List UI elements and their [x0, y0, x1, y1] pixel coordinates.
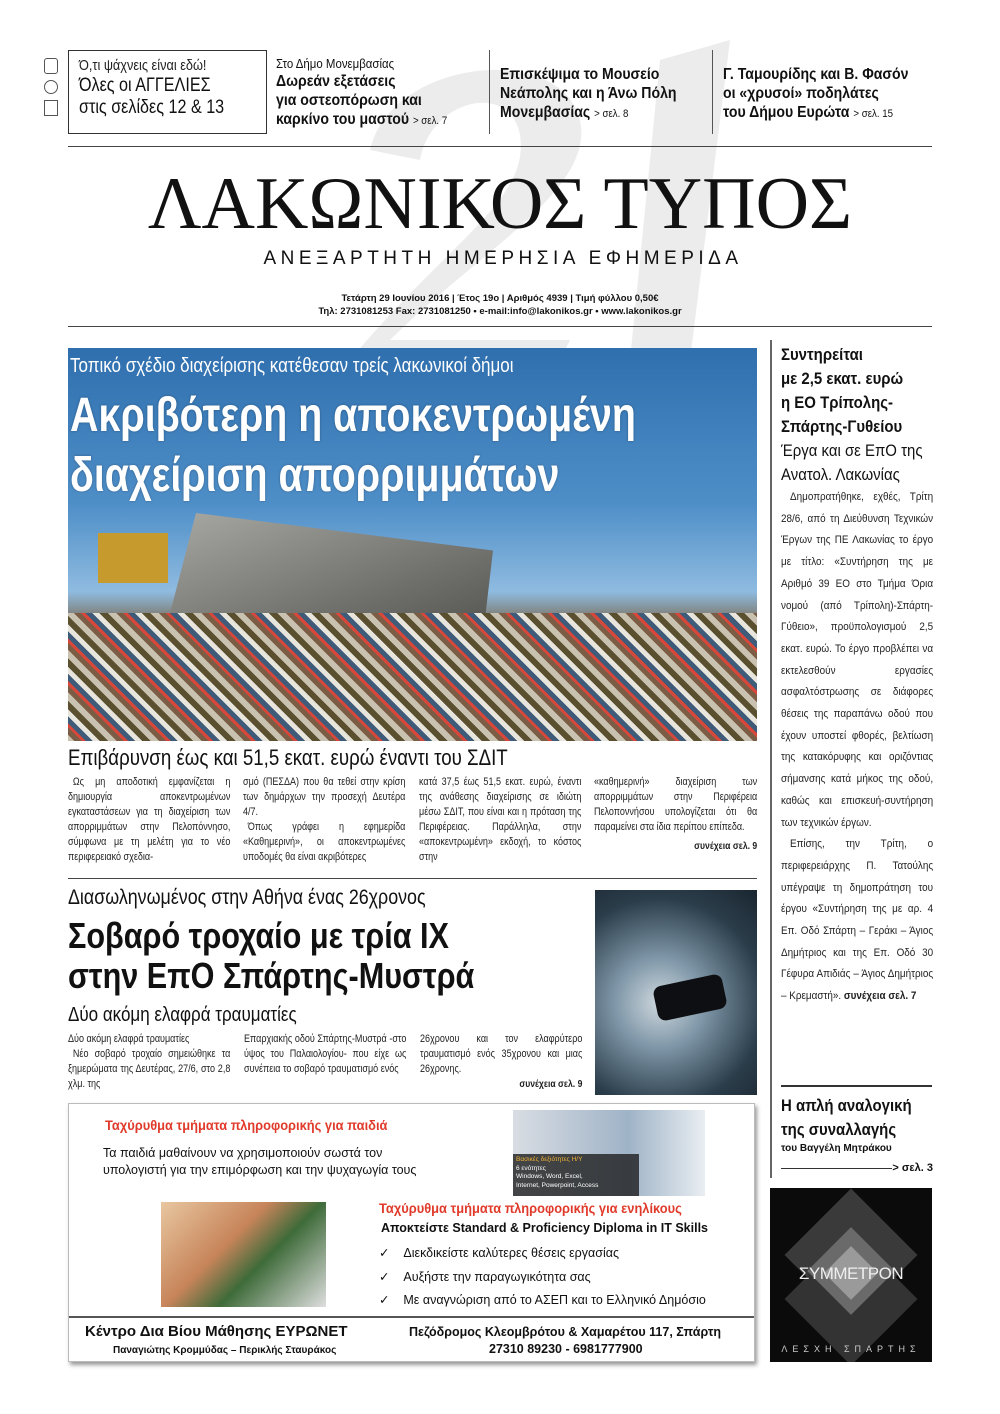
headline-line: διαχείριση απορριμμάτων	[70, 449, 560, 502]
second-deck: Δύο ακόμη ελαφρά τραυματίες	[68, 1004, 297, 1026]
teaser-line: Δωρεάν εξετάσεις	[276, 73, 396, 90]
caption-sub: 6 ενότητες	[516, 1164, 546, 1172]
ad-bullet	[379, 1289, 706, 1313]
ad-adult-subtitle: Αποκτείστε Standard & Proficiency Diploma in IT Skills	[381, 1221, 708, 1235]
sidebar-body	[781, 487, 933, 1008]
ad-adult-title: Ταχύρυθμα τμήματα πληροφορικής για ενηλίκους	[379, 1200, 682, 1216]
page-ref: > σελ. 3	[892, 1162, 933, 1174]
second-column-1	[68, 1032, 230, 1092]
sidebar-continued-link[interactable]: συνέχεια σελ. 7	[843, 990, 917, 1003]
bullet-text: Με αναγνώριση από το ΑΣΕΠ και το Ελληνικό Δημόσιο	[403, 1293, 706, 1307]
deck-line: Έργα και σε ΕπΟ της	[781, 441, 923, 460]
divider	[69, 1316, 754, 1318]
kids-laptop-photo	[161, 1202, 326, 1307]
divider	[68, 146, 932, 147]
teaser-line: Μονεμβασίας	[500, 104, 591, 121]
lead-deck: Επιβάρυνση έως και 51,5 εκατ. ευρώ έναντι του ΣΔΙΤ	[68, 745, 508, 770]
headline-line: Η απλή αναλογική	[781, 1096, 912, 1115]
ad-bullet	[379, 1266, 706, 1290]
second-continued-link[interactable]: συνέχεια σελ. 9	[519, 1078, 583, 1090]
bullet-text: Διεκδικείστε καλύτερες θέσεις εργασίας	[403, 1246, 620, 1260]
paragraph: Ως μη αποδοτική εμφανίζεται η δημιουργία αποκεντρωμένων εγκαταστάσεων για τη διαχείριση των απορριμμάτων στην Πελοπόννησο, σύμφωνα με τη μελέτη για το νέο περιφερειακό σχεδια-	[68, 776, 231, 863]
headline-line: Ακριβότερη η αποκεντρωμένη	[70, 389, 636, 442]
teaser-monemvasia-exams[interactable]	[276, 56, 447, 131]
classifieds-line: Ό,τι ψάχνεις είναι εδώ!	[79, 57, 207, 74]
paragraph: σμό (ΠΕΣΔΑ) που θα τεθεί στην κρίση των δημάρχων την προσεχή Δευτέρα 4/7.	[243, 776, 406, 818]
paragraph: 26χρονου και τον ελαφρύτερο τραυματισμό ενός 35χρονου και μιας 26χρονης.	[420, 1033, 583, 1075]
classifieds-line: Όλες οι ΑΓΓΕΛΙΕΣ	[79, 75, 211, 96]
symmetron-logo-text: ΣΥΜΜΕΤΡΟΝ	[798, 1264, 904, 1283]
divider	[781, 1085, 932, 1087]
opinion-author: του Βαγγέλη Μητράκου	[781, 1143, 892, 1154]
rear-view-mirror	[652, 973, 728, 1022]
headline-line: στην ΕπΟ Σπάρτης-Μυστρά	[68, 955, 475, 996]
publisher-icons	[44, 58, 64, 134]
sidebar-headline[interactable]	[781, 343, 915, 439]
symmetron-tagline: ΛΕΣΧΗ ΣΠΑΡΤΗΣ	[781, 1344, 921, 1354]
paragraph: Δημοπρατήθηκε, εχθές, Τρίτη 28/6, από τη Διεύθυνση Τεχνικών Έργων της ΠΕ Λακωνίας το έργο με τίτλο: «Συντήρηση της με Αριθμό 39 ΕΟ στο Τμήμα Όρια νομού (από Τρίπολη)-Σπάρτη-Γύθειο», προϋπολογισμού 2,5 εκατ. ευρώ. Το έργο προβλέπει να εκτελεσθούν εργασίες ασφαλτόστρωσης σε διάφορες θέσεις της παραπάνω οδού που έχουν υποστεί φθορές, βελτίωση της κατακόρυφης και οριζόντιας σήμανσης κατά μήκος της οδού, καθώς και επισκευή-συντήρηση των τεχνικών έργων.	[781, 491, 934, 829]
caption-line: Internet, Powerpoint, Access	[516, 1181, 599, 1189]
headline-line: με 2,5 εκατ. ευρώ	[781, 369, 904, 388]
paragraph: Όπως γράφει η εφημερίδα «Καθημερινή», οι αποκεντρωμένες υποδομές θα είναι ακριβότερες	[243, 821, 406, 863]
teaser-line: Γ. Ταμουρίδης και Β. Φασόν	[723, 66, 909, 83]
second-column-2	[244, 1032, 406, 1077]
teaser-line: Επισκέψιμα το Μουσείο	[500, 66, 660, 83]
teaser-line: οι «χρυσοί» ποδηλάτες	[723, 85, 879, 102]
divider	[68, 878, 757, 879]
lead-story-photo[interactable]	[68, 348, 757, 741]
ad-bullet	[379, 1242, 706, 1266]
contact-line: Τηλ: 2731081253 Fax: 2731081250 • e-mail:info@lakonikos.gr • www.lakonikos.gr	[318, 306, 682, 317]
classifieds-line: στις σελίδες 12 & 13	[79, 97, 225, 118]
paragraph: κατά 37,5 έως 51,5 εκατ. ευρώ, έναντι της ανάθεσης διαχείρισης σε ιδιώτη μέσω ΣΔΙΤ, που είναι και η πρόταση της Περιφέρειας. Παράλληλα, στην «αποκεντρωμένη» εκδοχή, το κόστος στην	[419, 776, 582, 863]
checkmark-icon: ✓	[379, 1269, 390, 1284]
masthead-subtitle: ΑΝΕΞΑΡΤΗΤΗ ΗΜΕΡΗΣΙΑ ΕΦΗΜΕΡΙΔΑ	[263, 248, 743, 269]
page-ref: > σελ. 8	[594, 108, 629, 120]
lead-kicker: Τοπικό σχέδιο διαχείρισης κατέθεσαν τρείς λακωνικοί δήμοι	[70, 355, 514, 377]
lead-column-3	[419, 775, 581, 865]
teaser-cyclists[interactable]	[723, 65, 908, 124]
euronet-advertisement[interactable]	[68, 1103, 755, 1362]
lead-column-4	[594, 775, 757, 854]
divider	[712, 50, 713, 134]
page-ref: > σελ. 7	[412, 115, 448, 127]
paragraph: «καθημερινή» διαχείριση των απορριμμάτων στην Περιφέρεια Πελοποννήσου υπολογίζεται ότι θα παραμείνει στα ίδια περίπου επίπεδα.	[594, 776, 758, 833]
ad-kids-title: Ταχύρυθμα τμήματα πληροφορικής για παιδιά	[105, 1117, 388, 1133]
second-kicker: Διασωληνωμένος στην Αθήνα ένας 26χρονος	[68, 886, 426, 909]
ad-org-name: Κέντρο Δια Βίου Μάθησης ΕΥΡΩΝΕΤ	[85, 1323, 348, 1340]
divider	[489, 50, 490, 134]
lead-column-1	[68, 775, 230, 865]
paragraph: Επίσης, την Τρίτη, ο περιφερειάρχης Π. Τατούλης υπέγραψε τη δημοπράτηση του έργου «Συντήρηση της με αρ. 4 Επ. Οδό Σπάρτη – Γεράκι – Άγιος Δημήτριος και της Επ. Οδό 30 Γέφυρα Απιδιάς – Άγιος Δημήτριος – Κρεμαστή».	[781, 838, 934, 1003]
lead-continued-link[interactable]: συνέχεια σελ. 9	[694, 840, 758, 852]
ad-text-line: Τα παιδιά μαθαίνουν να χρησιμοποιούν σωστά τον	[103, 1146, 383, 1160]
teaser-neapoli-museum[interactable]	[500, 65, 676, 124]
second-column-3	[420, 1032, 582, 1092]
headline-line: η ΕΟ Τρίπολης-	[781, 393, 894, 412]
page-ref: > σελ. 15	[853, 108, 894, 120]
seal-icon	[44, 80, 58, 94]
checkmark-icon: ✓	[379, 1246, 390, 1260]
divider	[68, 326, 932, 327]
teaser-line: του Δήμου Ευρώτα	[723, 104, 850, 121]
sidebar-rule	[770, 340, 772, 1178]
opinion-column[interactable]	[781, 1094, 933, 1175]
landfill-waste	[68, 613, 757, 741]
ad-people: Παναγιώτης Κρομμύδας – Περικλής Σταυράκος	[113, 1345, 337, 1356]
bulldozer-cab	[98, 533, 168, 583]
caption-title: Βασικές δεξιότητες Η/Υ	[516, 1156, 583, 1163]
symmetron-advertisement[interactable]	[770, 1188, 932, 1362]
paragraph: Επαρχιακής οδού Σπάρτης-Μυστρά -στο ύψος του Παλαιολογίου- που είχε ως συνέπεια το σοβαρό τραυματισμό ενός	[244, 1033, 407, 1075]
headline-line: Σοβαρό τροχαίο με τρία ΙΧ	[68, 915, 449, 956]
checkmark-icon: ✓	[379, 1293, 390, 1307]
headline-line: της συναλλαγής	[781, 1120, 897, 1139]
ad-text-line: υπολογιστή για την επιμόρφωση και την ψυχαγωγία τους	[103, 1163, 417, 1177]
bullet-text: Αυξήστε την παραγωγικότητα σας	[403, 1269, 591, 1284]
classifieds-box[interactable]	[68, 50, 267, 134]
sidebar-story	[781, 343, 933, 1008]
ad-bullets	[379, 1242, 706, 1313]
teaser-line: Νεάπολης και η Άνω Πόλη	[500, 85, 677, 102]
issue-info	[200, 292, 800, 318]
paragraph: Δύο ακόμη ελαφρά τραυματίες	[68, 1033, 190, 1045]
emblem-icon	[44, 100, 58, 116]
headline-line: Σπάρτης-Γυθείου	[781, 417, 903, 436]
caption-line: Windows, Word, Excel,	[516, 1173, 583, 1180]
paragraph: Νέο σοβαρό τροχαίο σημειώθηκε τα ξημερώματα της Δευτέρας, 27/6, στο 2,8 χλμ. της	[68, 1048, 231, 1090]
masthead-title: ΛΑΚΩΝΙΚΟΣ ΤΥΠΟΣ	[147, 163, 853, 245]
second-headline[interactable]	[68, 916, 474, 996]
headline-line: Συντηρείται	[781, 345, 863, 364]
office-photo	[513, 1110, 705, 1196]
teaser-line: καρκίνο του μαστού	[276, 111, 410, 128]
ad-phones: 27310 89230 - 6981777900	[489, 1342, 643, 1356]
teaser-kicker: Στο Δήμο Μονεμβασίας	[276, 56, 395, 71]
building-icon	[44, 58, 58, 74]
crash-photo[interactable]	[595, 890, 757, 1095]
sidebar-deck	[781, 439, 923, 487]
deck-line: Ανατολ. Λακωνίας	[781, 465, 900, 484]
issue-line: Τετάρτη 29 Ιουνίου 2016 | Έτος 19ο | Αριθμός 4939 | Τιμή φύλλου 0,50€	[341, 293, 659, 304]
divider	[781, 1168, 892, 1169]
ad-address: Πεζόδρομος Κλεομβρότου & Χαμαρέτου 117, Σπάρτη	[409, 1325, 722, 1339]
lead-headline[interactable]	[70, 386, 636, 506]
lead-column-2	[243, 775, 405, 865]
teaser-line: για οστεοπόρωση και	[276, 92, 422, 109]
